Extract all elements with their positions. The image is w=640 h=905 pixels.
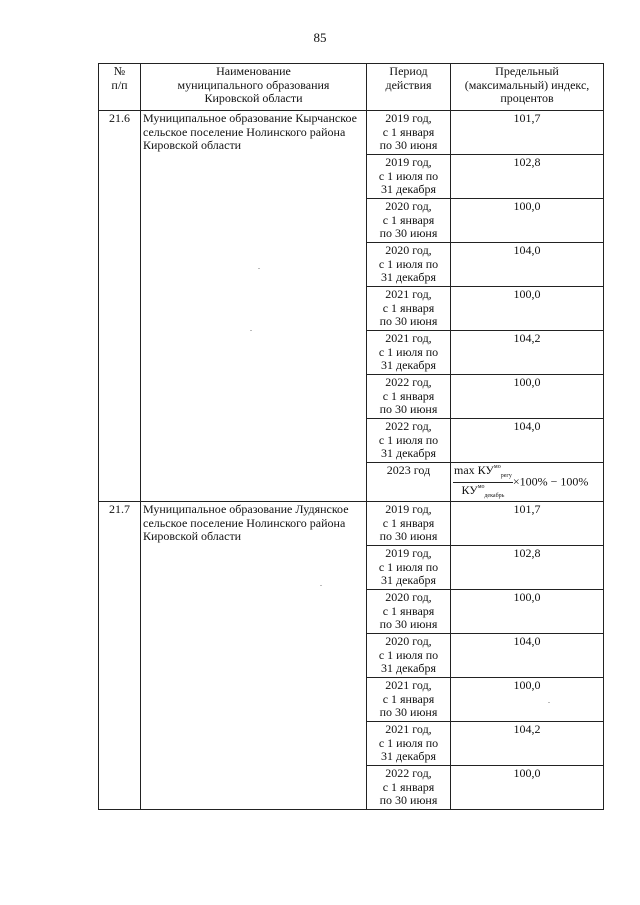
period-cell: 2020 год, с 1 января по 30 июня — [367, 199, 451, 243]
period-cell: 2021 год, с 1 июля по 31 декабря — [367, 722, 451, 766]
period-cell: 2020 год, с 1 января по 30 июня — [367, 590, 451, 634]
header-name: Наименование муниципального образования Кировской области — [141, 64, 367, 111]
page-number: 85 — [313, 30, 327, 45]
table-row — [99, 502, 604, 546]
index-cell: 104,0 — [451, 243, 604, 287]
formula-denominator — [453, 483, 513, 501]
index-formula — [451, 463, 604, 502]
index-cell: 104,2 — [451, 722, 604, 766]
index-cell: 104,2 — [451, 331, 604, 375]
index-cell: 102,8 — [451, 546, 604, 590]
numerator-text: max КУ — [454, 463, 494, 477]
formula-tail: ×100% − 100% — [512, 474, 589, 489]
index-cell: 101,7 — [451, 502, 604, 546]
numerator-superscript: мо — [493, 464, 501, 470]
header-period: Период действия — [367, 64, 451, 111]
period-cell: 2023 год — [367, 463, 451, 502]
index-cell: 100,0 — [451, 375, 604, 419]
period-cell: 2021 год, с 1 января по 30 июня — [367, 678, 451, 722]
table-row — [99, 111, 604, 155]
denominator-superscript: мо — [477, 483, 485, 490]
index-cell: 102,8 — [451, 155, 604, 199]
table-body — [99, 111, 604, 810]
index-table — [98, 63, 604, 810]
scan-speck — [320, 585, 322, 586]
period-cell: 2019 год, с 1 января по 30 июня — [367, 111, 451, 155]
period-cell: 2020 год, с 1 июля по 31 декабря — [367, 243, 451, 287]
period-cell: 2022 год, с 1 июля по 31 декабря — [367, 419, 451, 463]
period-cell: 2020 год, с 1 июля по 31 декабря — [367, 634, 451, 678]
index-cell: 104,0 — [451, 634, 604, 678]
denominator-subscript: декабрь — [484, 492, 505, 499]
scan-speck — [250, 330, 252, 331]
formula-numerator — [453, 464, 513, 483]
numerator-subscript: регу — [500, 473, 512, 479]
row-number: 21.7 — [99, 502, 141, 810]
index-cell: 104,0 — [451, 419, 604, 463]
period-cell: 2019 год, с 1 июля по 31 декабря — [367, 546, 451, 590]
scan-speck — [258, 268, 260, 269]
index-cell: 100,0 — [451, 590, 604, 634]
period-cell: 2019 год, с 1 января по 30 июня — [367, 502, 451, 546]
period-cell: 2019 год, с 1 июля по 31 декабря — [367, 155, 451, 199]
index-cell: 101,7 — [451, 111, 604, 155]
index-cell: 100,0 — [451, 678, 604, 722]
period-cell: 2022 год, с 1 января по 30 июня — [367, 766, 451, 810]
table-header-row — [99, 64, 604, 111]
index-cell: 100,0 — [451, 199, 604, 243]
period-cell: 2021 год, с 1 января по 30 июня — [367, 287, 451, 331]
municipality-name: Муниципальное образование Кырчанское сельское поселение Нолинского района Кировской области — [141, 111, 367, 502]
municipality-name: Муниципальное образование Лудянское сельское поселение Нолинского района Кировской области — [141, 502, 367, 810]
period-cell: 2021 год, с 1 июля по 31 декабря — [367, 331, 451, 375]
denominator-text: КУ — [461, 482, 478, 497]
index-cell: 100,0 — [451, 766, 604, 810]
scan-speck — [548, 702, 550, 703]
period-cell: 2022 год, с 1 января по 30 июня — [367, 375, 451, 419]
formula-fraction — [453, 464, 513, 500]
header-index: Предельный (максимальный) индекс, процентов — [451, 64, 604, 111]
row-number: 21.6 — [99, 111, 141, 502]
index-cell: 100,0 — [451, 287, 604, 331]
header-num: № п/п — [99, 64, 141, 111]
